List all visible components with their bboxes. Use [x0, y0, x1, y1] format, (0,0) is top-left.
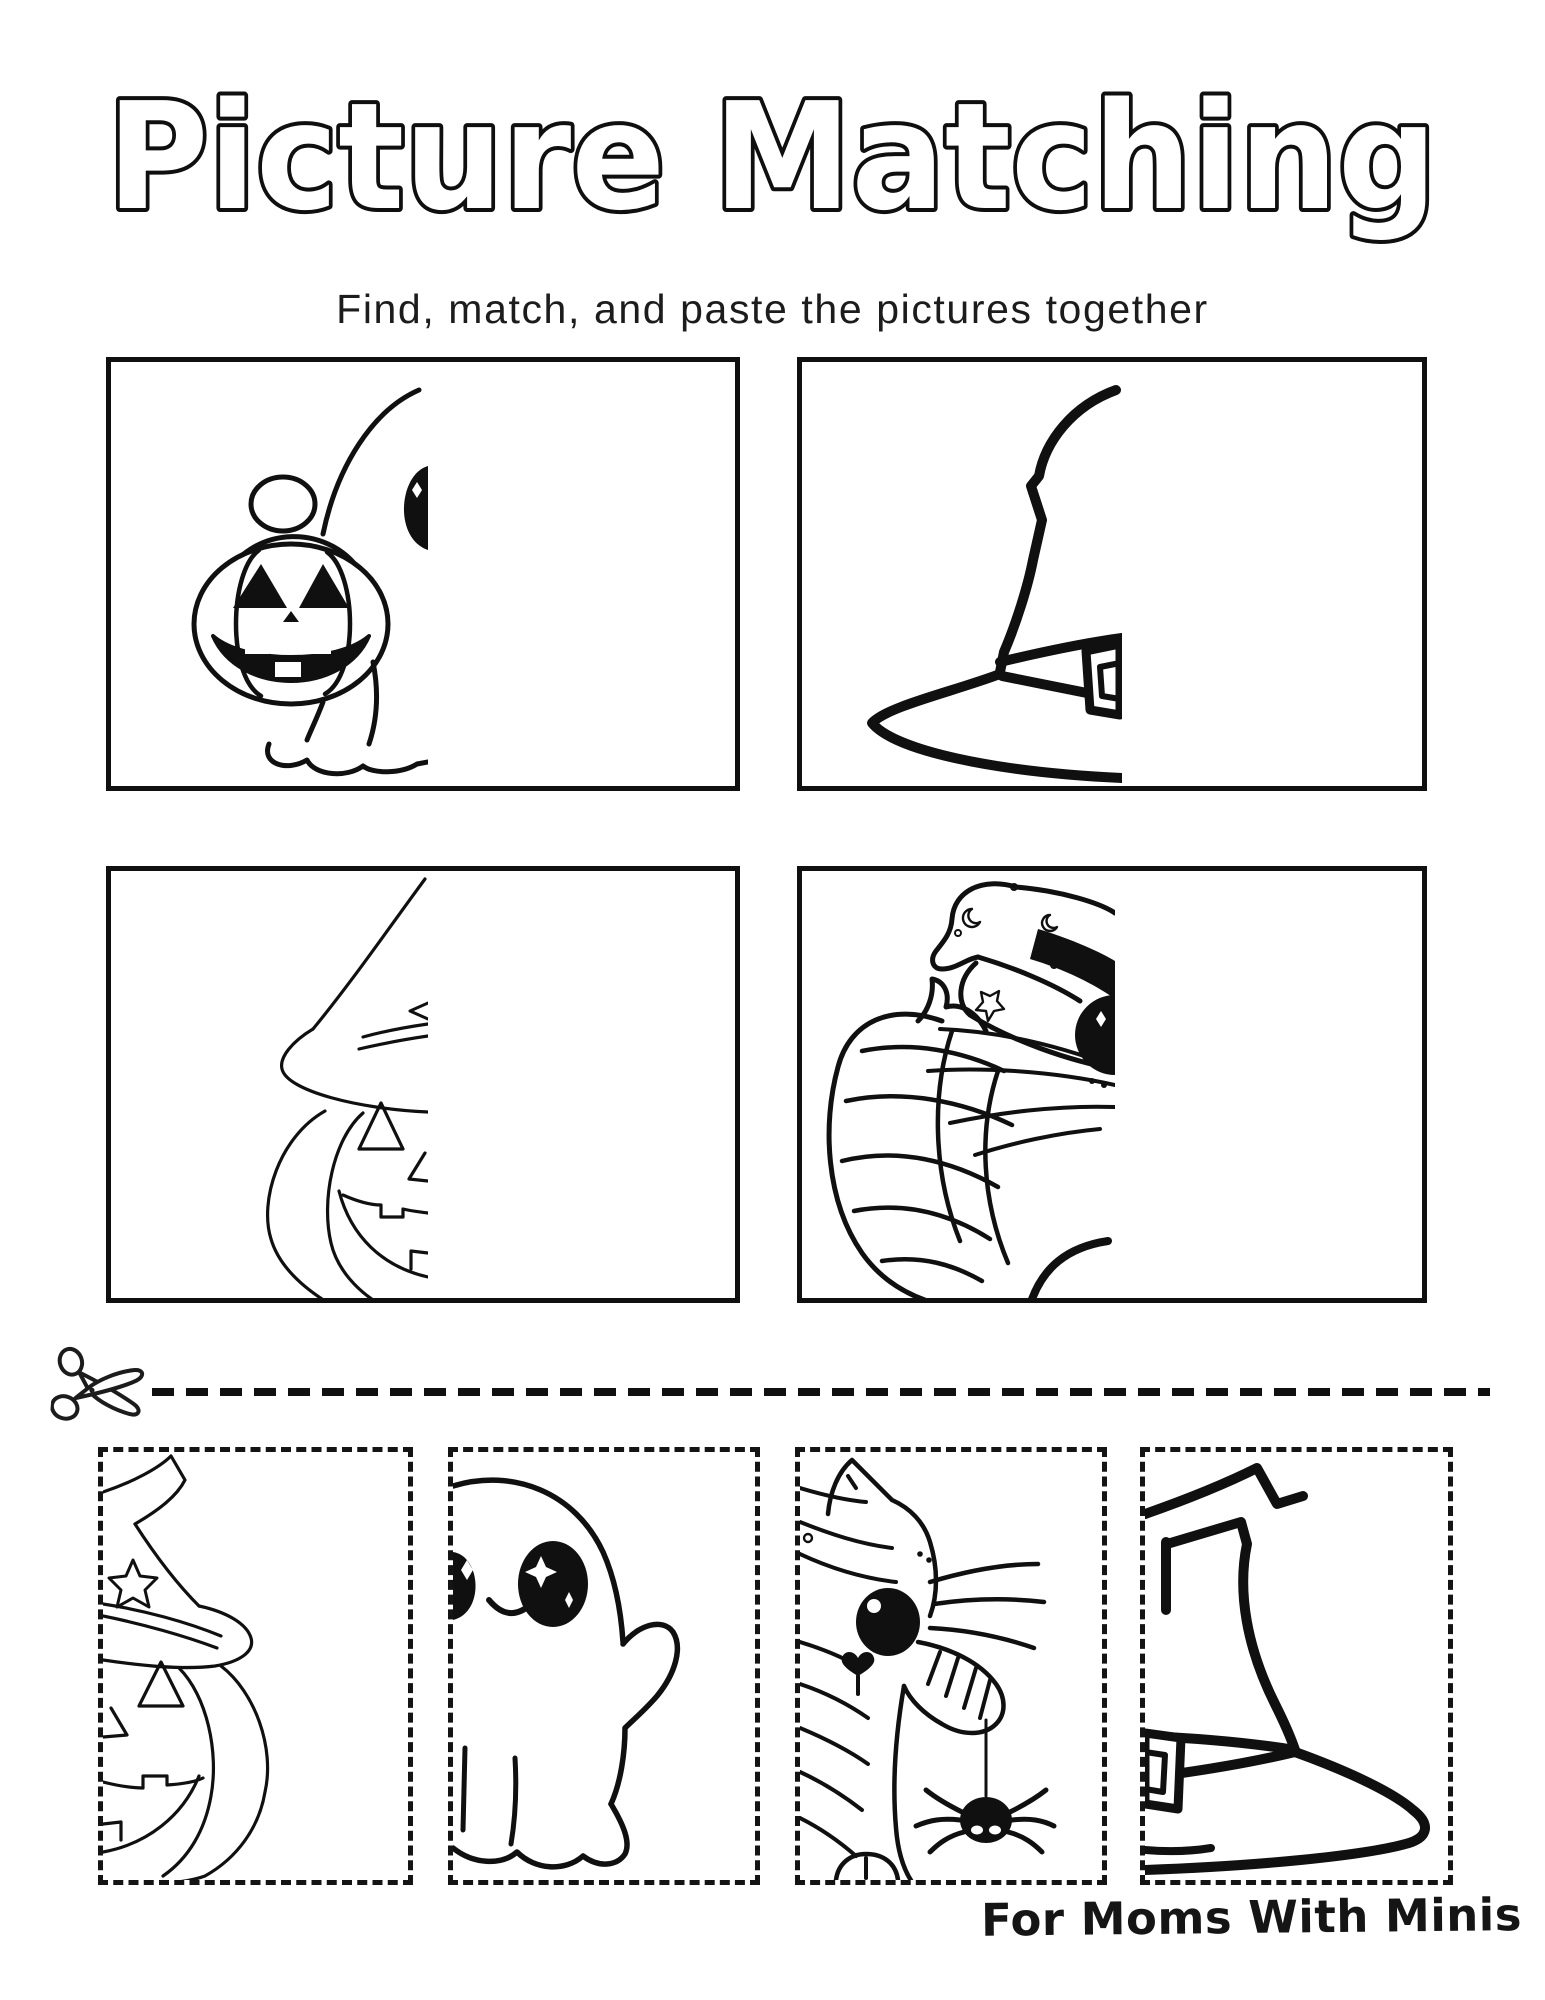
witch-hat-right-half-drawing	[1145, 1452, 1453, 1880]
ghost-left-half-drawing	[111, 362, 428, 786]
title-block	[70, 36, 1475, 256]
page-title: Picture Matching	[107, 71, 1437, 243]
cut-piece-ghost	[448, 1447, 760, 1885]
cut-piece-pumpkin-hat	[98, 1447, 413, 1885]
pumpkin-witch-hat-left-half-drawing	[111, 871, 428, 1298]
footer-credit: For Moms With Minis	[980, 1888, 1523, 1947]
title-outline-lettering	[70, 36, 1475, 256]
cut-dashed-line	[152, 1388, 1490, 1396]
match-box-ghost	[106, 357, 740, 791]
match-box-mummy-cat	[797, 866, 1427, 1303]
ghost-right-half-drawing	[453, 1452, 683, 1880]
scissors-icon	[49, 1337, 156, 1444]
cut-piece-witch-hat	[1140, 1447, 1453, 1885]
pumpkin-witch-hat-right-half-drawing	[103, 1452, 318, 1880]
mummy-cat-left-half-drawing	[802, 871, 1115, 1298]
cut-piece-mummy-cat	[795, 1447, 1107, 1885]
witch-hat-left-half-drawing	[802, 362, 1122, 786]
mummy-cat-with-spider-right-half-drawing	[800, 1452, 1058, 1880]
match-box-pumpkin-hat	[106, 866, 740, 1303]
match-box-witch-hat	[797, 357, 1427, 791]
subtitle: Find, match, and paste the pictures together	[336, 286, 1209, 332]
